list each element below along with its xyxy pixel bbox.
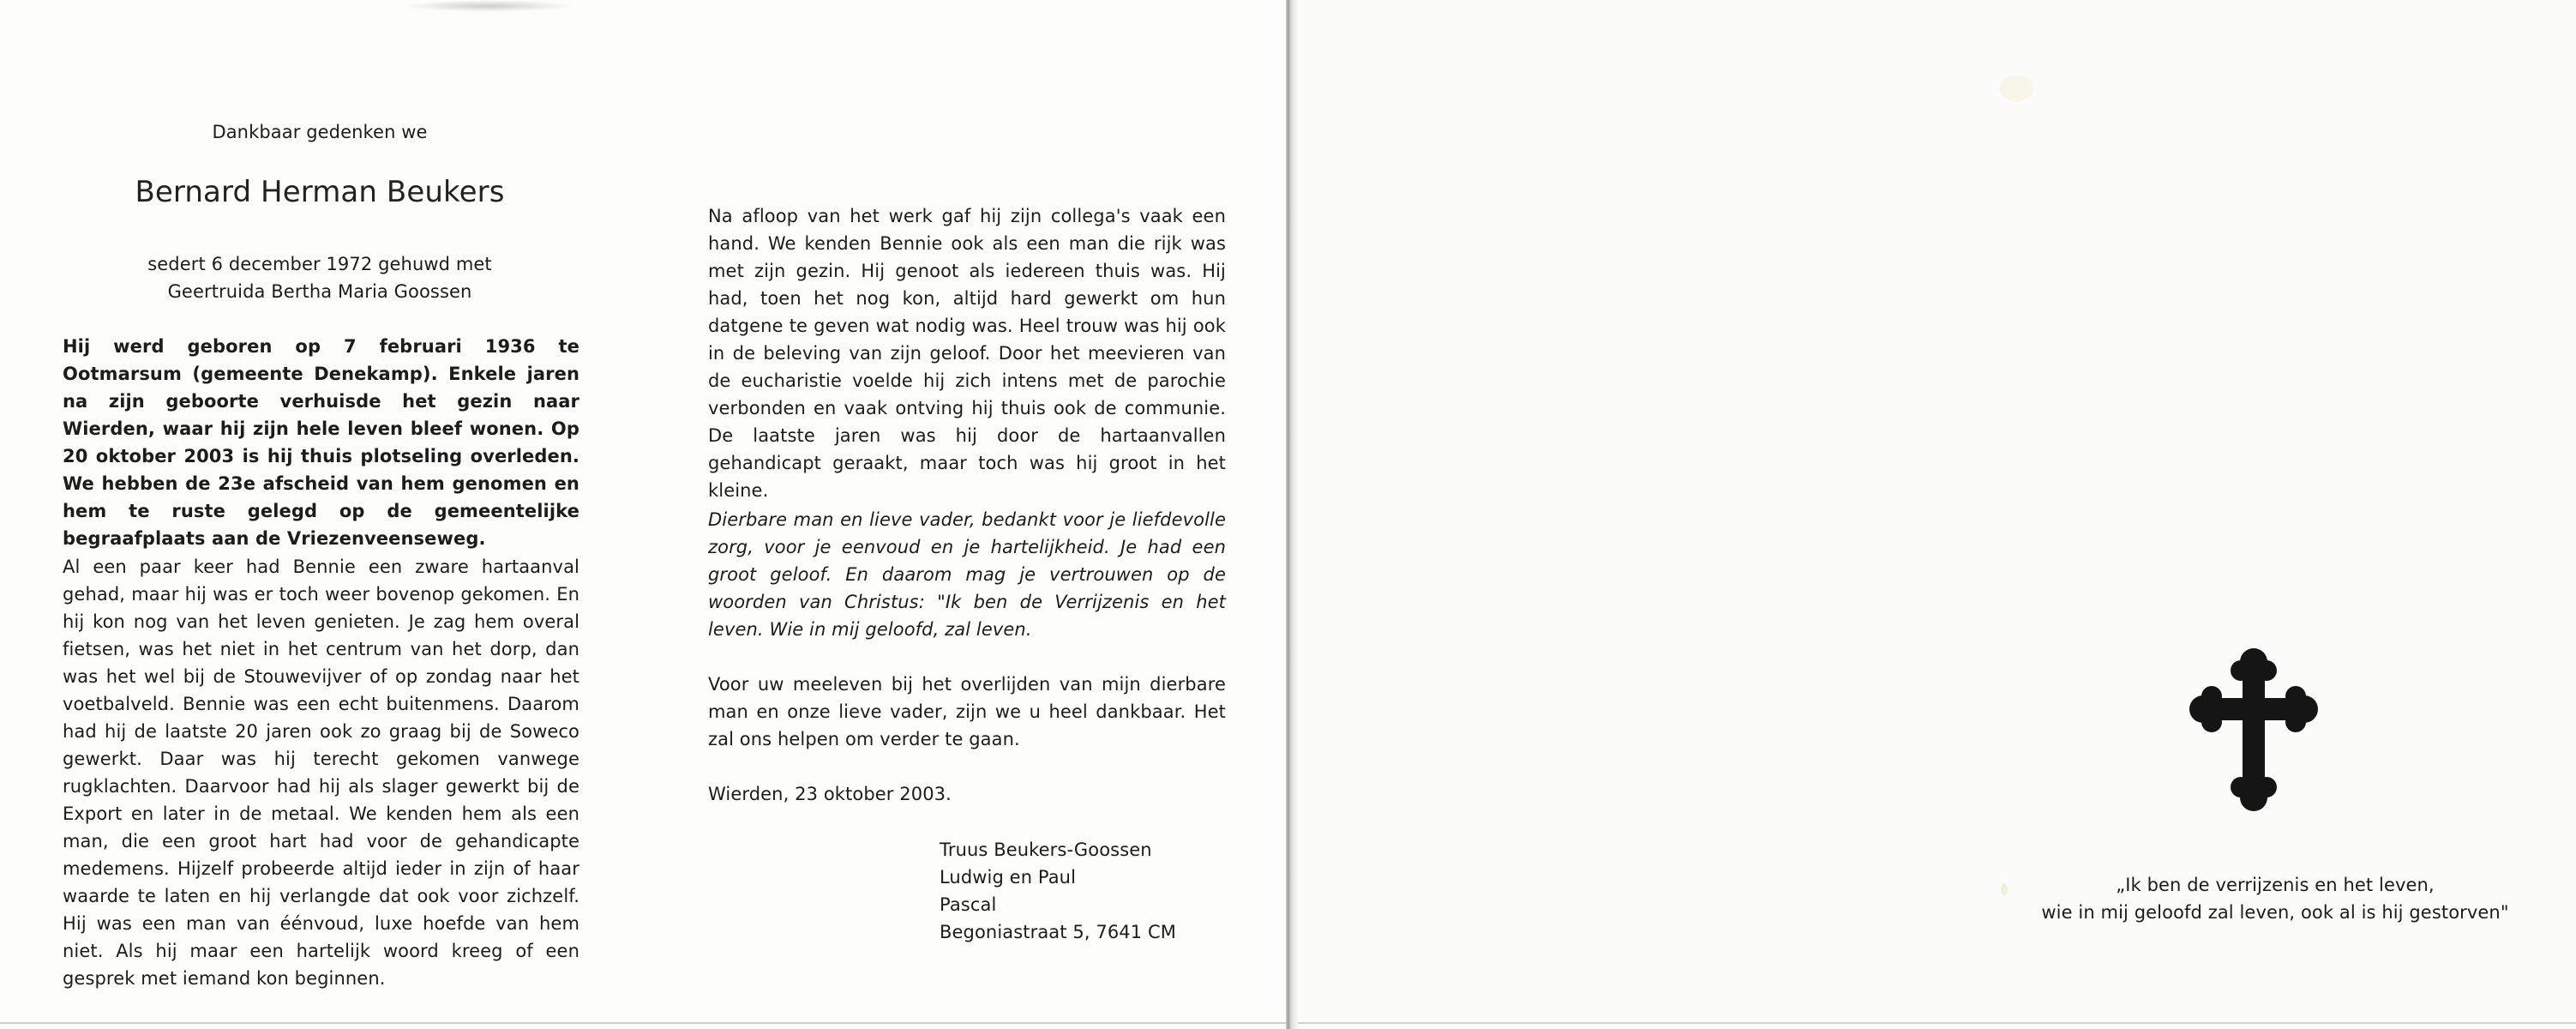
scripture-quote [1971, 871, 2576, 926]
signature-line: Truus Beukers-Goossen [940, 839, 1152, 860]
signature-line: Pascal [940, 894, 997, 915]
place-date: Wierden, 23 oktober 2003. [708, 784, 952, 804]
signature-line: Ludwig en Paul [940, 867, 1077, 888]
biography-bold-paragraph: Hij werd geboren op 7 februari 1936 te Ootmarsum (gemeente Denekamp). Enkele jaren na zijn geboorte verhuisde het gezin naar Wierden, waar hij zijn hele leven bleef wonen. Op 20 oktober 2003 is hij thuis plotseling overleden. We hebben de 23e afscheid van hem genomen en hem te ruste gelegd op de gemeentelijke begraafplaats aan de Vriezenveenseweg. [63, 336, 579, 549]
quote-line: wie in mij geloofd zal leven, ook al is hij gestorven" [2041, 902, 2509, 923]
work-and-family-paragraph: Na afloop van het werk gaf hij zijn collega's vaak een hand. We kenden Bennie ook als een man die rijk was met zijn gezin. Hij genoot als iedereen thuis was. Hij had, toen het nog kon, altijd hard gewerkt om hun datgene te geven wat nodig was. Heel trouw was hij ook in de beleving van zijn geloof. Door het meevieren van de eucharistie voelde hij zich intens met de parochie verbonden en vaak ontving hij thuis ook de communie. De laatste jaren was hij door de hartaanvallen gehandicapt geraakt, maar toch was hij groot in het kleine. [708, 206, 1226, 501]
quote-line: „Ik ben de verrijzenis en het leven, [2116, 875, 2435, 895]
address-line: Begoniastraat 5, 7641 CM [940, 922, 1176, 942]
right-page [1298, 0, 2576, 1024]
signature-block [940, 836, 1265, 946]
paper-smudge [403, 0, 574, 12]
farewell-italic-paragraph: Dierbare man en lieve vader, bedankt voor je liefdevolle zorg, voor je eenvoud en je hartelijkheid. Je had een groot geloof. En daarom mag je vertrouwen op de woorden van Christus: "Ik ben de Verrijzenis en het leven. Wie in mij geloofd, zal leven. [708, 509, 1226, 640]
cross-icon [2189, 645, 2318, 813]
spouse-name: Geertruida Bertha Maria Goossen [167, 281, 472, 302]
left-page [0, 0, 1286, 1024]
biography-life-paragraph: Al een paar keer had Bennie een zware hartaanval gehad, maar hij was er toch weer bovenop gekomen. En hij kon nog van het leven genieten. Je zag hem overal fietsen, was het niet in het centrum van het dorp, dan was het wel bij de Stouwevijver of op zondag naar het voetbalveld. Bennie was een echt buitenmens. Daarom had hij de laatste 20 jaren ook zo graag bij de Soweco gewerkt. Daar was hij terecht gekomen vanwege rugklachten. Daarvoor had hij als slager gewerkt bij de Export en later in de metaal. We kenden hem als een man, die een groot hart had voor de gehandicapte medemens. Hijzelf probeerde altijd ieder in zijn of haar waarde te laten en hij verlangde dat ook voor zichzelf. Hij was een man van éénvoud, luxe hoefde van hem niet. Als hij maar een hartelijk woord kreeg of een gesprek met iemand kon beginnen. [63, 557, 579, 989]
paper-speck [1999, 75, 2033, 101]
married-since-text: sedert 6 december 1972 gehuwd met [147, 254, 492, 274]
card-fold [1286, 0, 1298, 1029]
deceased-name: Bernard Herman Beukers [135, 175, 505, 209]
thanks-paragraph: Voor uw meeleven bij het overlijden van mijn dierbare man en onze lieve vader, zijn we u heel dankbaar. Het zal ons helpen om verder te gaan. [708, 674, 1226, 749]
intro-text: Dankbaar gedenken we [212, 122, 428, 142]
